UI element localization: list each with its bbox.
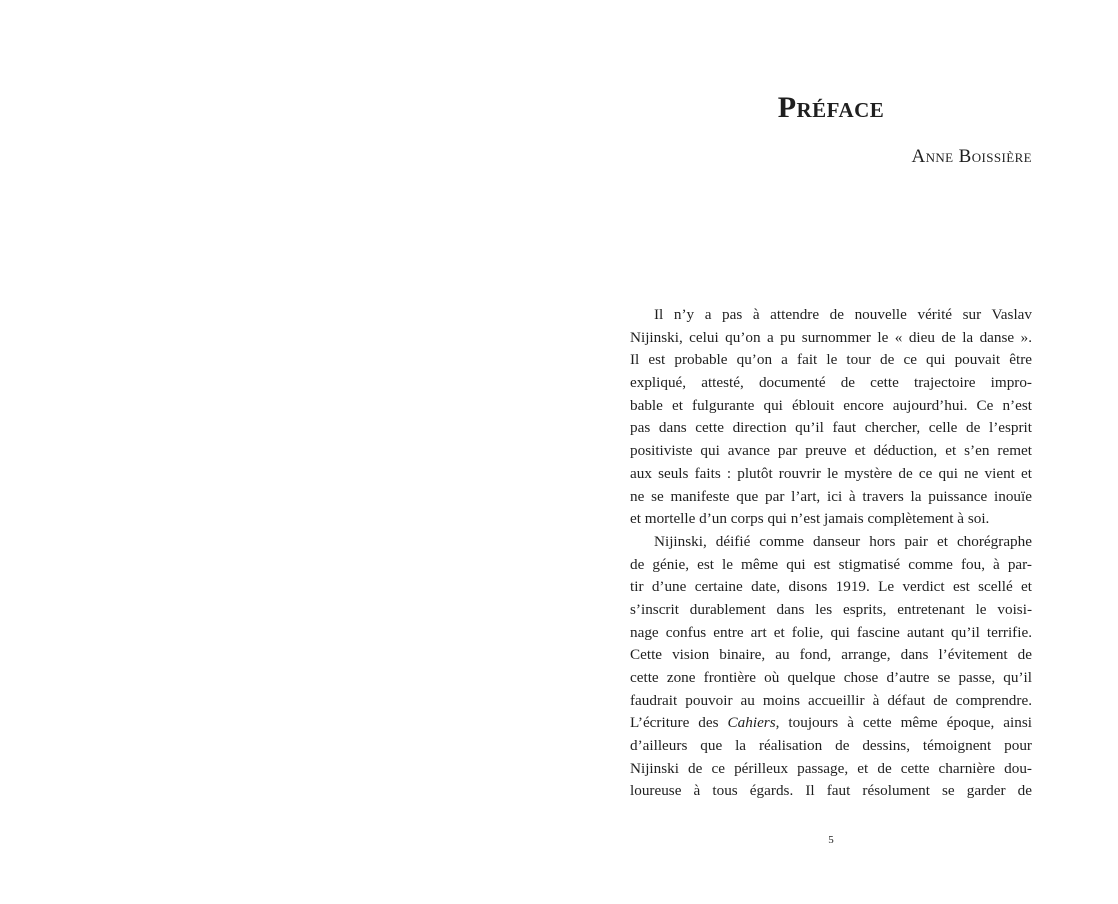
text-segment: L’écriture des xyxy=(630,714,728,732)
text-line: loureuse à tous égards. Il faut résolument se garder de xyxy=(630,782,1032,800)
text-line: Nijinski, déifié comme danseur hors pair et chorégraphe xyxy=(654,532,1032,550)
text-line: bable et fulgurante qui éblouit encore aujourd’hui. Ce n’est xyxy=(630,396,1032,414)
text-line xyxy=(630,712,1032,735)
text-line: positiviste qui avance par preuve et déduction, et s’en remet xyxy=(630,442,1032,460)
text-line: Il est probable qu’on a fait le tour de ce qui pouvait être xyxy=(630,351,1032,369)
text-line: d’ailleurs que la réalisation de dessins, témoignent pour xyxy=(630,737,1032,755)
text-line: s’inscrit durablement dans les esprits, entretenant le voisi- xyxy=(630,600,1032,618)
author-name: Anne Boissière xyxy=(911,146,1032,167)
text-line: pas dans cette direction qu’il faut chercher, celle de l’esprit xyxy=(630,419,1032,437)
text-line: Cette vision binaire, au fond, arrange, dans l’évitement de xyxy=(630,646,1032,664)
text-line: aux seuls faits : plutôt rouvrir le mystère de ce qui ne vient et xyxy=(630,464,1032,482)
text-line: cette zone frontière où quelque chose d’autre se passe, qu’il xyxy=(630,669,1032,686)
text-line: nage confus entre art et folie, qui fascine autant qu’il terrifie. xyxy=(630,623,1032,641)
text-line: Nijinski de ce périlleux passage, et de cette charnière dou- xyxy=(630,759,1032,777)
text-line: expliqué, attesté, documenté de cette trajectoire impro- xyxy=(630,374,1032,392)
page-number: 5 xyxy=(828,834,834,846)
italic-title: Cahiers xyxy=(727,714,776,732)
text-segment: , toujours à cette même époque, ainsi xyxy=(775,714,1032,732)
body-text xyxy=(630,304,1032,803)
chapter-title: Préface xyxy=(777,91,885,124)
text-line: Nijinski, celui qu’on a pu surnommer le « dieu de la danse ». xyxy=(630,328,1032,346)
text-line: Il n’y a pas à attendre de nouvelle vérité sur Vaslav xyxy=(654,306,1032,323)
text-line: faudrait pouvoir au moins accueillir à défaut de comprendre. xyxy=(630,691,1032,709)
text-line: tir d’une certaine date, disons 1919. Le verdict est scellé et xyxy=(630,578,1032,596)
text-line: ne se manifeste que par l’art, ici à travers la puissance inouïe xyxy=(630,487,1032,505)
text-line: de génie, est le même qui est stigmatisé comme fou, à par- xyxy=(630,555,1032,573)
text-line: et mortelle d’un corps qui n’est jamais complètement à soi. xyxy=(630,510,990,528)
